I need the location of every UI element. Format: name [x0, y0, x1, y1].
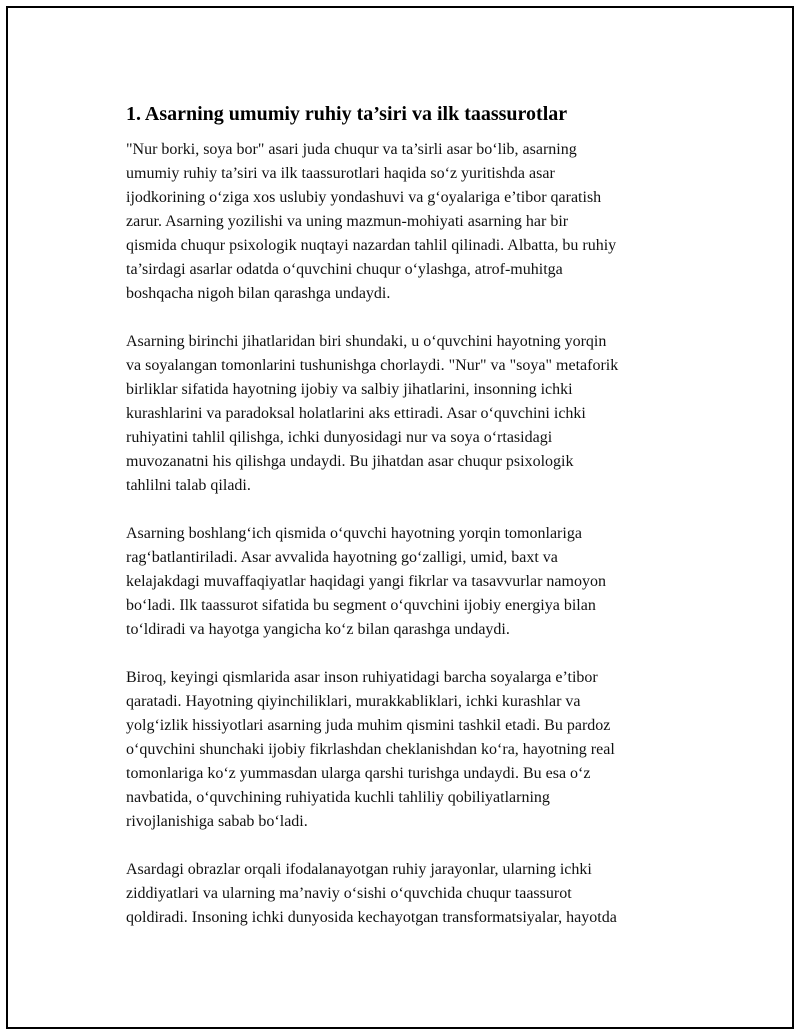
paragraph-2	[126, 330, 696, 498]
section-heading: 1. Asarning umumiy ruhiy ta’siri va ilk taassurotlar	[126, 103, 568, 125]
text-line: Biroq, keyingi qismlarida asar inson ruhiyatidagi barcha soyalarga e’tibor	[126, 669, 598, 686]
text-line: navbatida, o‘quvchining ruhiyatida kuchli tahliliy qobiliyatlarning	[126, 789, 550, 806]
text-line: kelajakdagi muvaffaqiyatlar haqidagi yangi fikrlar va tasavvurlar namoyon	[126, 573, 606, 590]
text-line: qoldiradi. Insoning ichki dunyosida kechayotgan transformatsiyalar, hayotda	[126, 909, 617, 926]
text-line: qismida chuqur psixologik nuqtayi nazardan tahlil qilinadi. Albatta, bu ruhiy	[126, 237, 617, 254]
text-line: rag‘batlantiriladi. Asar avvalida hayotning go‘zalligi, umid, baxt va	[126, 549, 558, 566]
paragraph-3	[126, 522, 696, 642]
page-border	[6, 6, 794, 1029]
text-line: va soyalangan tomonlarini tushunishga chorlaydi. "Nur" va "soya" metaforik	[126, 357, 619, 374]
text-line: muvozanatni his qilishga undaydi. Bu jihatdan asar chuqur psixologik	[126, 453, 574, 470]
text-line: rivojlanishiga sabab bo‘ladi.	[126, 813, 308, 830]
text-line: Asarning boshlang‘ich qismida o‘quvchi hayotning yorqin tomonlariga	[126, 525, 582, 542]
text-line: tomonlariga ko‘z yummasdan ularga qarshi turishga undaydi. Bu esa o‘z	[126, 765, 591, 782]
text-line: o‘quvchini shunchaki ijobiy fikrlashdan cheklanishdan ko‘ra, hayotning real	[126, 741, 615, 758]
text-line: to‘ldiradi va hayotga yangicha ko‘z bilan qarashga undaydi.	[126, 621, 510, 638]
text-line: birliklar sifatida hayotning ijobiy va salbiy jihatlarini, insonning ichki	[126, 381, 573, 398]
text-line: boshqacha nigoh bilan qarashga undaydi.	[126, 285, 391, 302]
text-line: Asardagi obrazlar orqali ifodalanayotgan ruhiy jarayonlar, ularning ichki	[126, 861, 592, 878]
paragraph-1	[126, 138, 696, 306]
text-line: ijodkorining o‘ziga xos uslubiy yondashuvi va g‘oyalariga e’tibor qaratish	[126, 189, 602, 206]
text-line: kurashlarini va paradoksal holatlarini aks ettiradi. Asar o‘quvchini ichki	[126, 405, 586, 422]
text-line: umumiy ruhiy ta’siri va ilk taassurotlari haqida so‘z yuritishda asar	[126, 165, 555, 182]
paragraph-5	[126, 858, 696, 930]
document-body	[126, 100, 696, 954]
text-line: tahlilni talab qiladi.	[126, 477, 251, 494]
text-line: "Nur borki, soya bor" asari juda chuqur va ta’sirli asar bo‘lib, asarning	[126, 141, 577, 158]
text-line: ziddiyatlari va ularning ma’naviy o‘sishi o‘quvchida chuqur taassurot	[126, 885, 572, 902]
text-line: qaratadi. Hayotning qiyinchiliklari, murakkabliklari, ichki kurashlar va	[126, 693, 581, 710]
text-line: zarur. Asarning yozilishi va uning mazmun-mohiyati asarning har bir	[126, 213, 569, 230]
text-line: bo‘ladi. Ilk taassurot sifatida bu segment o‘quvchini ijobiy energiya bilan	[126, 597, 596, 614]
text-line: yolg‘izlik hissiyotlari asarning juda muhim qismini tashkil etadi. Bu pardoz	[126, 717, 611, 734]
text-line: ruhiyatini tahlil qilishga, ichki dunyosidagi nur va soya o‘rtasidagi	[126, 429, 553, 446]
text-line: Asarning birinchi jihatlaridan biri shundaki, u o‘quvchini hayotning yorqin	[126, 333, 607, 350]
text-line: ta’sirdagi asarlar odatda o‘quvchini chuqur o‘ylashga, atrof-muhitga	[126, 261, 563, 278]
paragraph-4	[126, 666, 696, 834]
